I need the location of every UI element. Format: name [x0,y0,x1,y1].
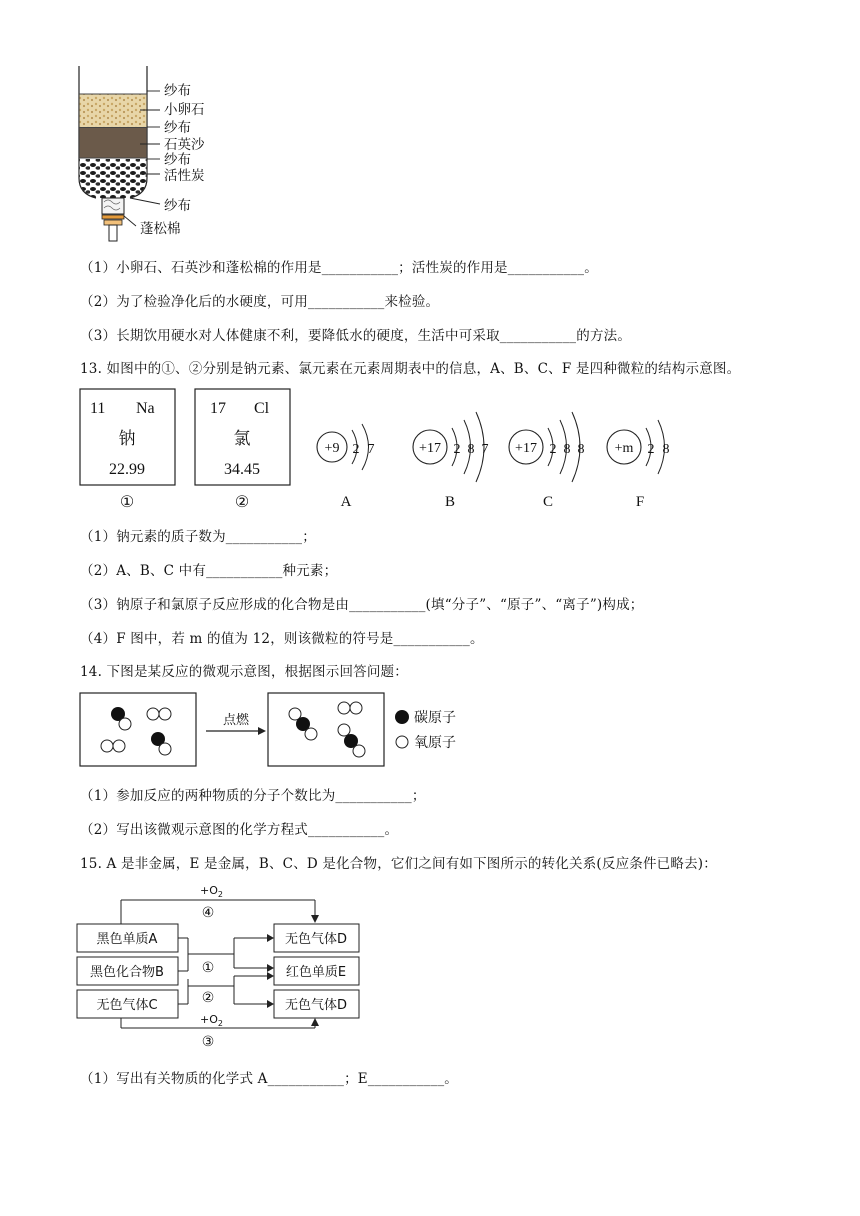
q15-stem: 15. A 是非金属，E 是金属，B、C、D 是化合物，它们之间有如下图所示的转化关系(反应条件已略去)： [80,856,717,872]
svg-text:无色气体D: 无色气体D [284,998,348,1013]
svg-text:8: 8 [577,442,585,457]
q12-subquestion-1: （1）小卵石、石英沙和蓬松棉的作用是___________；活性炭的作用是___________。 [80,260,598,276]
q14-subquestion-1: （1）参加反应的两种物质的分子个数比为___________； [80,788,426,804]
svg-text:8: 8 [467,442,475,457]
svg-text:2: 2 [352,442,360,457]
products-box [268,693,384,766]
q13-figure [78,386,688,512]
reaction-label-2: ② [201,990,215,1006]
top-reagent-label: $+O_2$ [200,884,223,899]
q15-conversion-diagram [76,880,376,1052]
q12-subquestion-3: （3）长期饮用硬水对人体健康不利，要降低水的硬度，生活中可采取___________的方法。 [80,328,632,344]
atom-A-label: A [340,494,352,510]
svg-text:黑色单质A: 黑色单质A [96,932,158,947]
reaction-label-4: ④ [201,905,215,921]
q13-subquestion-2: （2）A、B、C 中有___________种元素； [80,563,338,579]
card-label-2: ② [234,494,250,511]
svg-text:无色气体D: 无色气体D [284,932,348,947]
atom-B-nucleus: +17 [419,441,441,456]
sodium-symbol: Na [136,400,155,417]
atom-structure-A [317,424,375,510]
q15-subquestion-1: （1）写出有关物质的化学式 A___________；E___________。 [80,1071,458,1087]
q12-subquestion-2: （2）为了检验净化后的水硬度，可用___________来检验。 [80,294,440,310]
chlorine-mass: 34.45 [224,461,260,478]
atom-A-nucleus: +9 [324,441,340,456]
svg-text:红色单质E: 红色单质E [285,965,347,980]
atom-B-label: B [444,494,456,510]
reactants-box [80,693,196,766]
svg-text:7: 7 [367,442,375,457]
svg-text:黑色化合物B: 黑色化合物B [90,965,164,980]
reaction-label-3: ③ [201,1034,215,1050]
filter-label-gauze-3: 纱布 [164,152,191,168]
filter-label-gauze-4: 纱布 [164,198,191,214]
filter-label-gauze-1: 纱布 [164,83,191,99]
atom-F-label: F [635,494,645,510]
sodium-atomic-number: 11 [90,400,106,417]
q14-subquestion-2: （2）写出该微观示意图的化学方程式___________。 [80,822,399,838]
atom-F-nucleus: +m [614,441,634,456]
legend-carbon-atom: 碳原子 [414,710,456,726]
bottom-reagent-label: $+O_2$ [200,1013,223,1028]
arrow-label-ignite: 点燃 [222,713,250,728]
reaction-label-1: ① [201,960,215,976]
chlorine-symbol: Cl [254,400,270,417]
filter-label-pebbles: 小卵石 [164,102,205,118]
filter-label-gauze-2: 纱布 [164,120,191,136]
atom-structure-C [509,412,585,510]
chlorine-name: 氯 [233,429,251,448]
svg-text:2: 2 [647,442,655,457]
svg-text:8: 8 [662,442,670,457]
svg-text:7: 7 [481,442,489,457]
svg-text:2: 2 [549,442,557,457]
svg-text:8: 8 [563,442,571,457]
atom-C-nucleus: +17 [515,441,537,456]
q14-stem: 14. 下图是某反应的微观示意图，根据图示回答问题： [80,664,408,680]
card-label-1: ① [119,494,135,511]
sodium-mass: 22.99 [109,461,145,478]
chlorine-atomic-number: 17 [210,400,226,417]
q13-subquestion-1: （1）钠元素的质子数为___________； [80,529,316,545]
filter-label-quartz-sand: 石英沙 [164,137,205,153]
atom-structure-F [607,420,670,510]
q13-subquestion-3: （3）钠原子和氯原子反应形成的化合物是由___________(填“分子”、“原子”、“离子”)构成； [80,597,644,613]
q13-subquestion-4: （4）F 图中，若 m 的值为 12，则该微粒的符号是___________。 [80,631,484,647]
atom-structure-B [413,412,489,510]
sodium-name: 钠 [118,429,136,448]
legend-oxygen-atom: 氧原子 [414,735,456,751]
water-filter-figure [70,66,230,244]
svg-text:无色气体C: 无色气体C [96,998,158,1013]
filter-label-activated-carbon: 活性炭 [164,168,205,184]
filter-label-cotton: 蓬松棉 [140,221,181,237]
q14-reaction-figure [78,690,478,770]
q13-stem: 13. 如图中的①、②分别是钠元素、氯元素在元素周期表中的信息，A、B、C、F 是四种微粒的结构示意图。 [80,361,741,377]
atom-C-label: C [542,494,554,510]
svg-text:2: 2 [453,442,461,457]
